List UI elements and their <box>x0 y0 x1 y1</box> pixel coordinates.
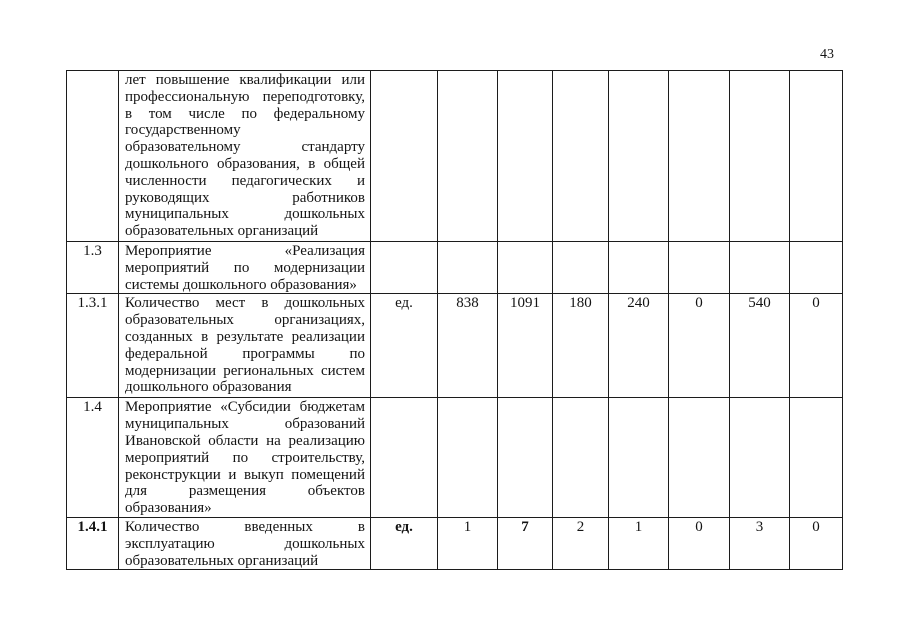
page-number: 43 <box>820 47 834 62</box>
description-line: Количество введенных в <box>125 518 365 535</box>
unit-cell <box>371 398 438 518</box>
description-line: Мероприятие «Субсидии бюджетам <box>125 399 365 416</box>
table-row <box>67 71 843 242</box>
value-cell: 2 <box>553 517 609 569</box>
description-line: мероприятий по строительству, <box>125 449 365 466</box>
value-cell: 540 <box>730 294 790 398</box>
indicators-table <box>66 70 843 570</box>
value-cell: 1 <box>438 517 498 569</box>
description-line: образовательных организаций <box>125 552 319 569</box>
description-line: муниципальных дошкольных <box>125 206 365 223</box>
row-number-cell: 1.4.1 <box>67 517 119 569</box>
description-cell <box>119 517 371 569</box>
description-line: Ивановской области на реализацию <box>125 432 365 449</box>
value-cell <box>609 71 669 242</box>
value-cell <box>553 242 609 294</box>
description-line: эксплуатацию дошкольных <box>125 535 365 552</box>
table-row <box>67 398 843 518</box>
unit-cell <box>371 242 438 294</box>
value-cell: 180 <box>553 294 609 398</box>
value-cell: 3 <box>730 517 790 569</box>
description-line: дошкольного образования, в общей <box>125 155 365 172</box>
value-cell: 240 <box>609 294 669 398</box>
value-cell: 0 <box>669 294 730 398</box>
row-number-cell: 1.4 <box>67 398 119 518</box>
description-line: федеральной программы по <box>125 345 365 362</box>
description-line: Мероприятие «Реализация <box>125 243 365 259</box>
value-cell <box>438 398 498 518</box>
description-line: профессиональную переподготовку, <box>125 88 365 105</box>
table-row <box>67 242 843 294</box>
value-cell <box>790 71 843 242</box>
value-cell <box>730 398 790 518</box>
value-cell: 838 <box>438 294 498 398</box>
description-line: мероприятий по модернизации <box>125 259 365 276</box>
value-cell <box>669 398 730 518</box>
description-line: государственному <box>125 122 241 139</box>
value-cell: 0 <box>790 517 843 569</box>
unit-cell: ед. <box>371 517 438 569</box>
description-line: Количество мест в дошкольных <box>125 295 365 312</box>
value-cell <box>553 71 609 242</box>
value-cell <box>498 242 553 294</box>
description-line: образовательных организаций <box>125 223 319 240</box>
value-cell <box>438 242 498 294</box>
description-line: лет повышение квалификации или <box>125 72 365 88</box>
value-cell: 0 <box>669 517 730 569</box>
row-number-cell <box>67 71 119 242</box>
value-cell <box>498 71 553 242</box>
description-line: модернизации региональных систем <box>125 362 365 379</box>
description-line: муниципальных образований <box>125 416 365 433</box>
row-number-cell: 1.3 <box>67 242 119 294</box>
description-line: реконструкции и выкуп помещений <box>125 466 365 483</box>
value-cell <box>498 398 553 518</box>
unit-cell: ед. <box>371 294 438 398</box>
description-line: образовательных организациях, <box>125 312 365 329</box>
unit-cell <box>371 71 438 242</box>
value-cell: 0 <box>790 294 843 398</box>
description-line: образования» <box>125 500 212 517</box>
value-cell <box>730 71 790 242</box>
table-row <box>67 294 843 398</box>
description-cell <box>119 71 371 242</box>
value-cell <box>669 71 730 242</box>
description-line: в том числе по федеральному <box>125 105 365 122</box>
value-cell <box>730 242 790 294</box>
description-cell <box>119 242 371 294</box>
table-row <box>67 517 843 569</box>
description-line: для размещения объектов <box>125 483 365 500</box>
description-cell <box>119 294 371 398</box>
value-cell: 1 <box>609 517 669 569</box>
description-line: руководящих работников <box>125 189 365 206</box>
value-cell <box>790 398 843 518</box>
description-line: системы дошкольного образования» <box>125 276 357 293</box>
row-number-cell: 1.3.1 <box>67 294 119 398</box>
value-cell <box>669 242 730 294</box>
value-cell: 1091 <box>498 294 553 398</box>
description-line: численности педагогических и <box>125 172 365 189</box>
value-cell <box>438 71 498 242</box>
description-line: созданных в результате реализации <box>125 328 365 345</box>
value-cell <box>790 242 843 294</box>
value-cell: 7 <box>498 517 553 569</box>
value-cell <box>553 398 609 518</box>
description-line: дошкольного образования <box>125 379 292 396</box>
value-cell <box>609 398 669 518</box>
description-cell <box>119 398 371 518</box>
value-cell <box>609 242 669 294</box>
description-line: образовательному стандарту <box>125 139 365 156</box>
